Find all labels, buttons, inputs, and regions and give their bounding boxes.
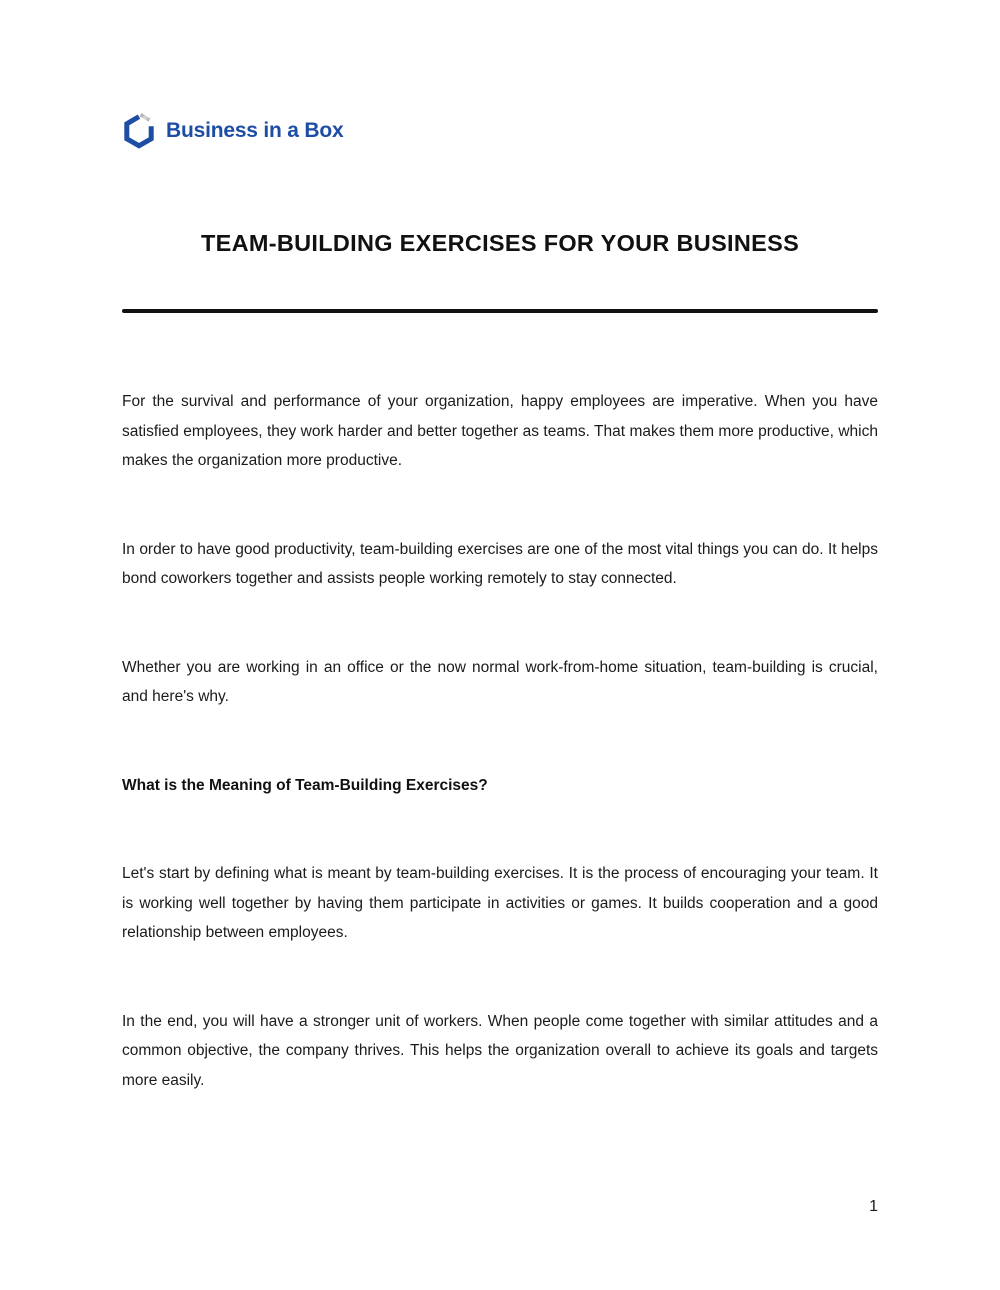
paragraph-intro-3: Whether you are working in an office or the now normal work-from-home situation, team-building is crucial, and here's why. — [122, 658, 878, 705]
business-in-a-box-logo-icon — [122, 112, 156, 150]
document-body — [122, 387, 878, 1095]
paragraph-section-1: Let's start by defining what is meant by team-building exercises. It is the process of encouraging your team. It is working well together by having them participate in activities or games. It builds cooperation and a good relationship between employees. — [122, 865, 878, 941]
brand-logo — [122, 112, 878, 150]
title-divider-rule — [122, 309, 878, 313]
paragraph-intro-2: In order to have good productivity, team-building exercises are one of the most vital things you can do. It helps bond coworkers together and assists people working remotely to stay connected. — [122, 540, 878, 587]
document-title: TEAM-BUILDING EXERCISES FOR YOUR BUSINESS — [200, 230, 800, 256]
page-number: 1 — [869, 1198, 878, 1215]
paragraph-intro-1: For the survival and performance of your organization, happy employees are imperative. When you have satisfied employees, they work harder and better together as teams. That makes them more productive, which makes the organization more productive. — [122, 393, 878, 469]
section-heading: What is the Meaning of Team-Building Exercises? — [122, 776, 488, 794]
brand-logo-text: Business in a Box — [166, 119, 344, 142]
paragraph-section-2: In the end, you will have a stronger unit of workers. When people come together with similar attitudes and a common objective, the company thrives. This helps the organization overall to achieve its goals and targets more easily. — [122, 1012, 878, 1089]
